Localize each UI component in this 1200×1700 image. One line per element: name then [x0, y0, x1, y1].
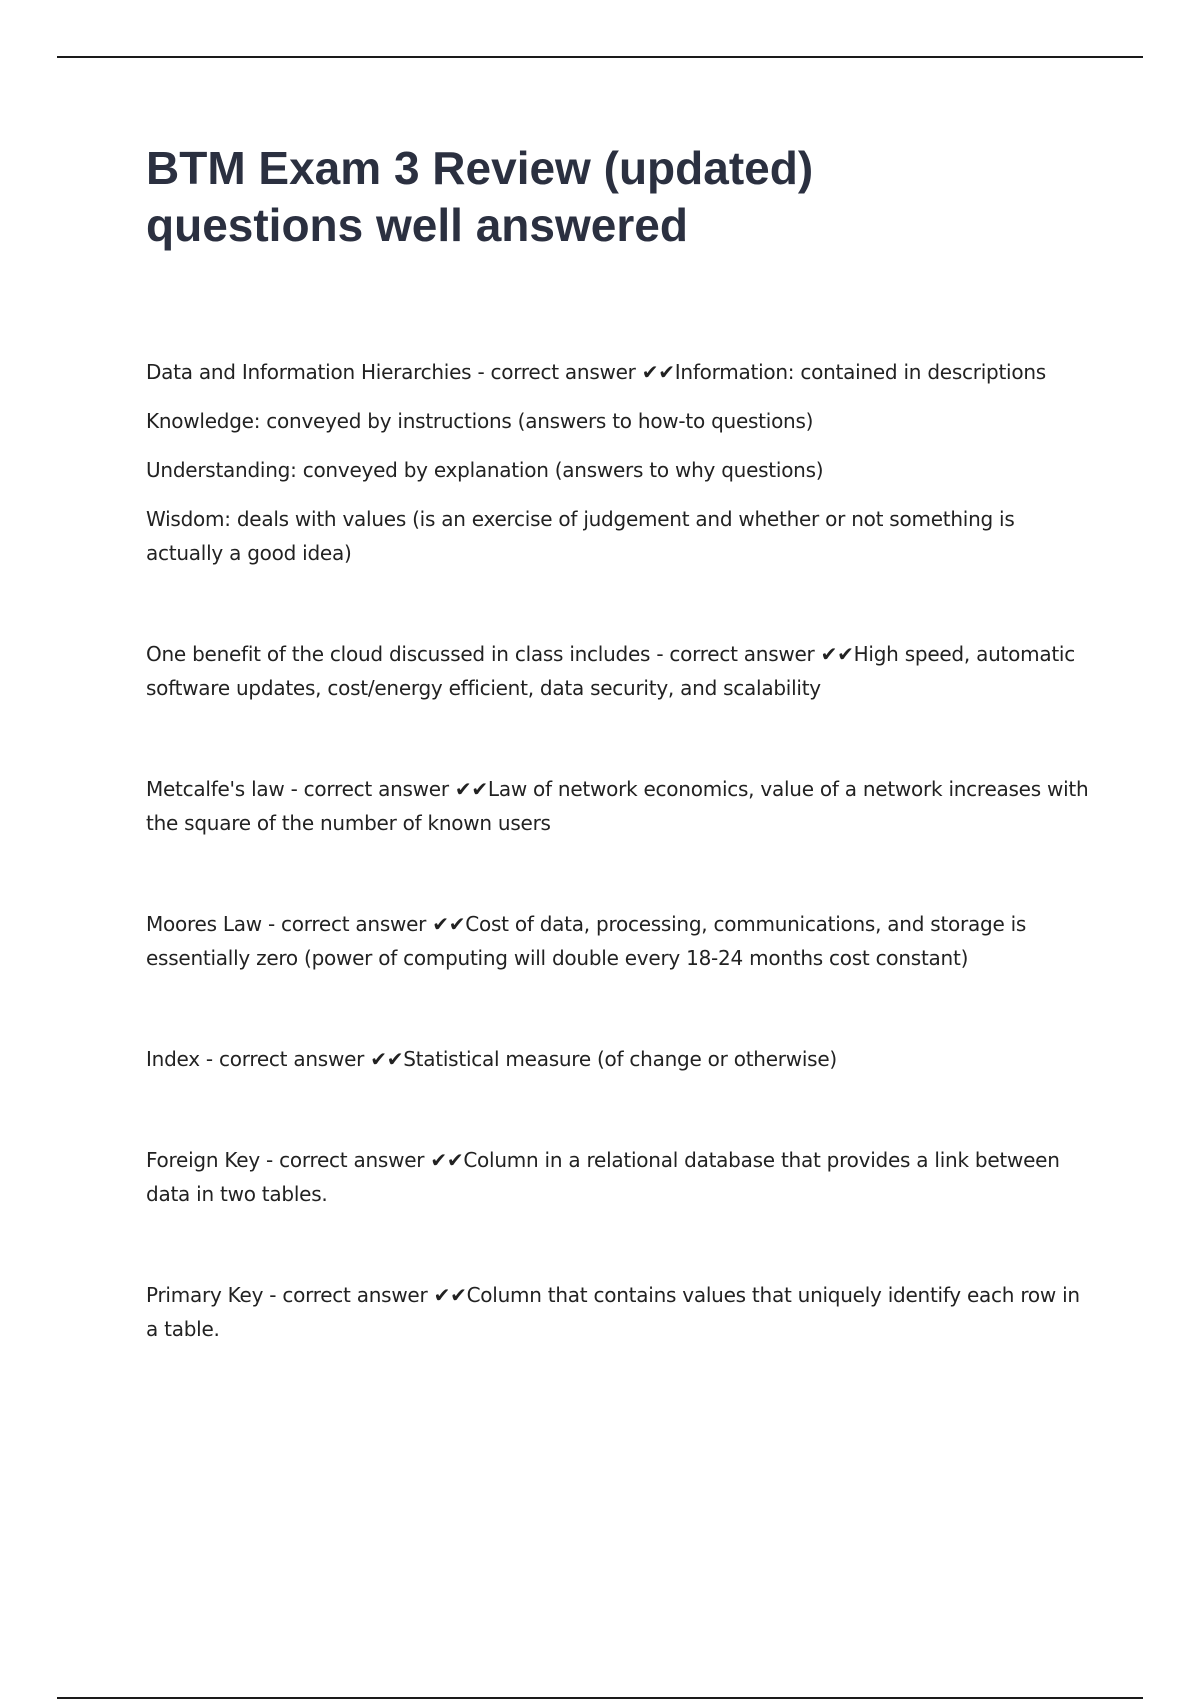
page-title [146, 140, 1046, 254]
page-title-line-1: BTM Exam 3 Review (updated) [146, 142, 814, 194]
qa-item-cloud-benefit [146, 637, 1096, 705]
qa-text: Foreign Key - correct answer ✔✔Column in a relational database that provides a link between data in two tables. [146, 1148, 1060, 1206]
header-rule [57, 56, 1143, 58]
qa-text: Wisdom: deals with values (is an exercise of judgement and whether or not something is actually a good idea) [146, 507, 1015, 565]
qa-item-metcalfes-law [146, 772, 1096, 840]
qa-text: One benefit of the cloud discussed in class includes - correct answer ✔✔High speed, automatic software updates, cost/energy efficient, data security, and scalability [146, 642, 1075, 700]
qa-list [146, 355, 1096, 1413]
page-title-line-2: questions well answered [146, 199, 688, 251]
qa-item-data-hierarchies [146, 355, 1096, 570]
qa-item-index [146, 1042, 1096, 1076]
qa-item-moores-law [146, 907, 1096, 975]
qa-item-primary-key [146, 1278, 1096, 1346]
qa-text: Index - correct answer ✔✔Statistical measure (of change or otherwise) [146, 1047, 837, 1071]
qa-text: Understanding: conveyed by explanation (answers to why questions) [146, 458, 824, 482]
qa-text: Primary Key - correct answer ✔✔Column that contains values that uniquely identify each row in a table. [146, 1283, 1080, 1341]
qa-text: Moores Law - correct answer ✔✔Cost of data, processing, communications, and storage is essentially zero (power of computing will double every 18-24 months cost constant) [146, 912, 1027, 970]
qa-text: Knowledge: conveyed by instructions (answers to how-to questions) [146, 409, 814, 433]
qa-item-foreign-key [146, 1143, 1096, 1211]
qa-text: Metcalfe's law - correct answer ✔✔Law of network economics, value of a network increases with the square of the number of known users [146, 777, 1089, 835]
qa-text: Data and Information Hierarchies - correct answer ✔✔Information: contained in descriptions [146, 360, 1046, 384]
footer-rule [57, 1697, 1143, 1699]
